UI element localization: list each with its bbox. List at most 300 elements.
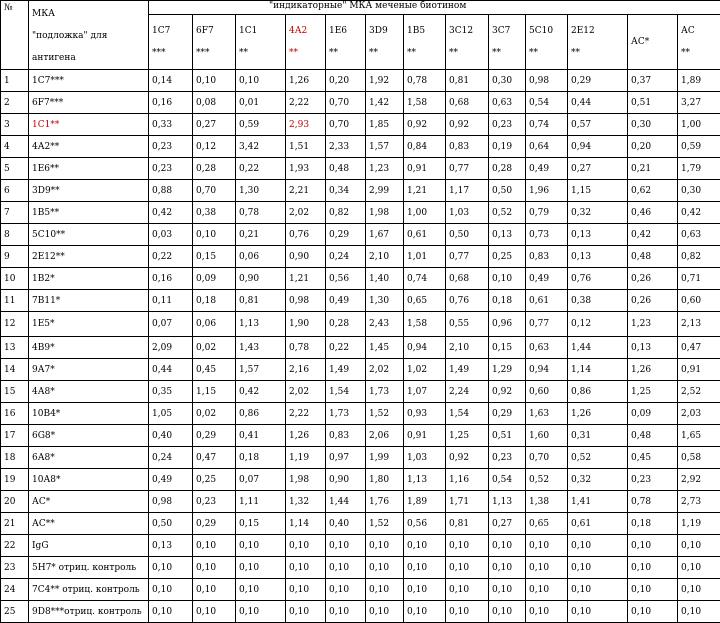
row-label: 7С4** отриц. контроль — [29, 579, 149, 601]
cell-value: 1,15 — [193, 381, 236, 403]
column-header — [489, 15, 526, 70]
cell-value: 1,44 — [568, 337, 628, 359]
cell-value: 0,12 — [193, 136, 236, 158]
column-header-mark: ** — [529, 42, 564, 64]
cell-value: 0,42 — [678, 202, 720, 224]
row-number: 19 — [1, 469, 29, 491]
cell-value: 0,37 — [628, 70, 678, 92]
row-label: 1С1** — [29, 114, 149, 136]
cell-value: 0,92 — [446, 447, 489, 469]
cell-value: 0,29 — [489, 403, 526, 425]
cell-value: 0,59 — [678, 136, 720, 158]
cell-value: 3,27 — [678, 92, 720, 114]
table-row — [1, 180, 720, 202]
row-number: 22 — [1, 535, 29, 557]
column-header-name: 1С1 — [239, 20, 282, 42]
row-label: 1С7*** — [29, 70, 149, 92]
cell-value: 0,10 — [366, 535, 404, 557]
cell-value: 0,10 — [193, 70, 236, 92]
cell-value: 0,42 — [236, 381, 286, 403]
cell-value: 2,22 — [286, 92, 326, 114]
table-row — [1, 92, 720, 114]
cell-value: 0,26 — [628, 290, 678, 312]
cell-value: 0,21 — [236, 224, 286, 246]
column-header-name: 3С12 — [449, 20, 485, 42]
cell-value: 0,96 — [489, 312, 526, 337]
cell-value: 0,40 — [149, 425, 193, 447]
column-header-mark: ** — [239, 42, 282, 64]
cell-value: 0,11 — [149, 290, 193, 312]
column-header-name: 3С7 — [492, 20, 522, 42]
cell-value: 0,10 — [446, 601, 489, 623]
cell-value: 1,00 — [404, 202, 446, 224]
cell-value: 1,41 — [568, 491, 628, 513]
table-row — [1, 202, 720, 224]
table-row — [1, 268, 720, 290]
cell-value: 0,59 — [236, 114, 286, 136]
cell-value: 0,29 — [326, 224, 366, 246]
cell-value: 1,03 — [404, 447, 446, 469]
cell-value: 1,54 — [326, 381, 366, 403]
row-number: 16 — [1, 403, 29, 425]
cell-value: 0,20 — [628, 136, 678, 158]
row-label: 1Е6** — [29, 158, 149, 180]
cell-value: 0,82 — [678, 246, 720, 268]
cell-value: 0,86 — [568, 381, 628, 403]
column-header-mark: ** — [407, 42, 442, 64]
row-label: 9D8***отриц. контроль — [29, 601, 149, 623]
cell-value: 0,98 — [526, 70, 568, 92]
cell-value: 0,32 — [568, 469, 628, 491]
column-header — [526, 15, 568, 70]
cell-value: 0,33 — [149, 114, 193, 136]
cell-value: 0,70 — [326, 114, 366, 136]
table-row — [1, 381, 720, 403]
cell-value: 1,25 — [628, 381, 678, 403]
cell-value: 2,43 — [366, 312, 404, 337]
cell-value: 0,91 — [678, 359, 720, 381]
cell-value: 0,10 — [489, 557, 526, 579]
row-label: 1В5** — [29, 202, 149, 224]
cell-value: 0,28 — [193, 158, 236, 180]
cell-value: 0,25 — [193, 469, 236, 491]
cell-value: 0,94 — [568, 136, 628, 158]
row-label: 5С10** — [29, 224, 149, 246]
table-row — [1, 158, 720, 180]
cell-value: 2,06 — [366, 425, 404, 447]
cell-value: 0,74 — [526, 114, 568, 136]
cell-value: 0,78 — [286, 337, 326, 359]
cell-value: 0,10 — [404, 601, 446, 623]
cell-value: 0,49 — [326, 290, 366, 312]
cell-value: 0,22 — [149, 246, 193, 268]
cell-value: 1,49 — [446, 359, 489, 381]
row-number: 4 — [1, 136, 29, 158]
row-label: 3D9** — [29, 180, 149, 202]
cell-value: 1,45 — [366, 337, 404, 359]
row-label: 7В11* — [29, 290, 149, 312]
cell-value: 0,10 — [628, 601, 678, 623]
header-indicator-title: "индикаторные" МКА меченые биотином — [149, 1, 720, 15]
cell-value: 0,10 — [366, 579, 404, 601]
cell-value: 1,60 — [526, 425, 568, 447]
cell-value: 0,01 — [236, 92, 286, 114]
cell-value: 0,22 — [326, 337, 366, 359]
row-number: 8 — [1, 224, 29, 246]
cell-value: 0,94 — [526, 359, 568, 381]
row-label: 4А2** — [29, 136, 149, 158]
cell-value: 1,85 — [366, 114, 404, 136]
table-row — [1, 290, 720, 312]
cell-value: 1,19 — [286, 447, 326, 469]
cell-value: 1,14 — [568, 359, 628, 381]
cell-value: 0,10 — [193, 557, 236, 579]
cell-value: 1,65 — [678, 425, 720, 447]
cell-value: 0,10 — [628, 535, 678, 557]
cell-value: 1,00 — [678, 114, 720, 136]
cell-value: 1,43 — [236, 337, 286, 359]
cell-value: 0,32 — [568, 202, 628, 224]
cell-value: 0,30 — [628, 114, 678, 136]
cell-value: 0,90 — [326, 469, 366, 491]
cell-value: 0,09 — [628, 403, 678, 425]
cell-value: 0,61 — [568, 513, 628, 535]
cell-value: 0,10 — [404, 557, 446, 579]
cell-value: 0,29 — [568, 70, 628, 92]
column-header-mark: ** — [289, 42, 322, 64]
cell-value: 0,61 — [404, 224, 446, 246]
row-label: 4А8* — [29, 381, 149, 403]
cell-value: 0,23 — [149, 136, 193, 158]
cell-value: 2,13 — [678, 312, 720, 337]
table-row — [1, 246, 720, 268]
cell-value: 0,18 — [489, 290, 526, 312]
cell-value: 0,77 — [446, 158, 489, 180]
cell-value: 0,31 — [568, 425, 628, 447]
cell-value: 0,83 — [446, 136, 489, 158]
cell-value: 1,96 — [526, 180, 568, 202]
cell-value: 0,56 — [326, 268, 366, 290]
cell-value: 0,47 — [678, 337, 720, 359]
cell-value: 1,89 — [404, 491, 446, 513]
table-row — [1, 447, 720, 469]
cell-value: 0,65 — [526, 513, 568, 535]
cell-value: 2,33 — [326, 136, 366, 158]
column-header-name: 6F7 — [196, 20, 232, 42]
row-label: 2Е12** — [29, 246, 149, 268]
row-number: 14 — [1, 359, 29, 381]
cell-value: 0,51 — [489, 425, 526, 447]
cell-value: 0,48 — [326, 158, 366, 180]
cell-value: 0,78 — [236, 202, 286, 224]
row-number: 17 — [1, 425, 29, 447]
cell-value: 0,10 — [236, 535, 286, 557]
table-row — [1, 601, 720, 623]
cell-value: 0,78 — [628, 491, 678, 513]
row-label: 1Е5* — [29, 312, 149, 337]
cell-value: 1,67 — [366, 224, 404, 246]
cell-value: 0,28 — [326, 312, 366, 337]
cell-value: 0,48 — [628, 425, 678, 447]
header-mka-sub2: антигена — [32, 47, 145, 69]
cell-value: 0,35 — [149, 381, 193, 403]
column-header — [149, 15, 193, 70]
cell-value: 0,29 — [193, 425, 236, 447]
cell-value: 0,98 — [286, 290, 326, 312]
cell-value: 1,13 — [236, 312, 286, 337]
cell-value: 1,13 — [404, 469, 446, 491]
cell-value: 0,10 — [489, 579, 526, 601]
row-label: 4В9* — [29, 337, 149, 359]
cell-value: 0,34 — [326, 180, 366, 202]
cell-value: 1,07 — [404, 381, 446, 403]
cell-value: 0,23 — [149, 158, 193, 180]
cell-value: 0,40 — [326, 513, 366, 535]
cell-value: 1,26 — [286, 425, 326, 447]
cell-value: 0,84 — [404, 136, 446, 158]
cell-value: 0,71 — [678, 268, 720, 290]
cell-value: 0,13 — [489, 224, 526, 246]
cell-value: 1,01 — [404, 246, 446, 268]
row-number: 20 — [1, 491, 29, 513]
cell-value: 0,10 — [628, 557, 678, 579]
row-label: IgG — [29, 535, 149, 557]
cell-value: 0,47 — [193, 447, 236, 469]
cell-value: 0,10 — [149, 579, 193, 601]
cell-value: 0,60 — [526, 381, 568, 403]
cell-value: 0,10 — [236, 70, 286, 92]
cell-value: 1,05 — [149, 403, 193, 425]
cell-value: 1,29 — [489, 359, 526, 381]
cell-value: 0,18 — [236, 447, 286, 469]
row-label: 1В2* — [29, 268, 149, 290]
row-number: 6 — [1, 180, 29, 202]
cell-value: 0,10 — [568, 579, 628, 601]
cell-value: 1,26 — [568, 403, 628, 425]
cell-value: 2,09 — [149, 337, 193, 359]
cell-value: 0,88 — [149, 180, 193, 202]
cell-value: 1,23 — [366, 158, 404, 180]
cell-value: 0,83 — [526, 246, 568, 268]
cell-value: 0,15 — [236, 513, 286, 535]
cell-value: 0,10 — [286, 535, 326, 557]
cell-value: 0,10 — [678, 557, 720, 579]
cell-value: 0,13 — [568, 224, 628, 246]
cell-value: 0,30 — [678, 180, 720, 202]
cell-value: 0,52 — [568, 447, 628, 469]
row-number: 15 — [1, 381, 29, 403]
cell-value: 0,91 — [404, 425, 446, 447]
cell-value: 0,63 — [678, 224, 720, 246]
cell-value: 0,50 — [489, 180, 526, 202]
column-header-name: 3D9 — [369, 20, 400, 42]
column-header — [628, 15, 678, 70]
table-row — [1, 337, 720, 359]
cell-value: 3,42 — [236, 136, 286, 158]
table-row — [1, 491, 720, 513]
cell-value: 1,99 — [366, 447, 404, 469]
cell-value: 0,48 — [628, 246, 678, 268]
cell-value: 1,30 — [366, 290, 404, 312]
cell-value: 2,24 — [446, 381, 489, 403]
cell-value: 1,63 — [526, 403, 568, 425]
cell-value: 1,40 — [366, 268, 404, 290]
cell-value: 0,15 — [489, 337, 526, 359]
row-label: 6G8* — [29, 425, 149, 447]
column-header-mark: *** — [196, 42, 232, 64]
cell-value: 0,65 — [404, 290, 446, 312]
cell-value: 0,60 — [678, 290, 720, 312]
cell-value: 2,03 — [678, 403, 720, 425]
cell-value: 0,10 — [236, 579, 286, 601]
cell-value: 0,06 — [193, 312, 236, 337]
cell-value: 1,19 — [678, 513, 720, 535]
cell-value: 1,16 — [446, 469, 489, 491]
cell-value: 0,23 — [628, 469, 678, 491]
cell-value: 0,57 — [568, 114, 628, 136]
row-number: 18 — [1, 447, 29, 469]
cell-value: 0,18 — [193, 290, 236, 312]
cell-value: 0,10 — [568, 601, 628, 623]
cell-value: 0,10 — [193, 601, 236, 623]
cell-value: 1,42 — [366, 92, 404, 114]
table-row — [1, 535, 720, 557]
cell-value: 1,98 — [286, 469, 326, 491]
cell-value: 0,51 — [628, 92, 678, 114]
cell-value: 0,81 — [446, 70, 489, 92]
row-label: 9А7* — [29, 359, 149, 381]
cell-value: 1,92 — [366, 70, 404, 92]
cell-value: 0,49 — [149, 469, 193, 491]
row-number: 23 — [1, 557, 29, 579]
column-header-mark: ** — [369, 42, 400, 64]
row-label: 10В4* — [29, 403, 149, 425]
column-header — [678, 15, 720, 70]
cell-value: 0,23 — [193, 491, 236, 513]
cell-value: 0,10 — [286, 579, 326, 601]
cell-value: 1,03 — [446, 202, 489, 224]
cell-value: 0,10 — [326, 535, 366, 557]
cell-value: 0,10 — [193, 579, 236, 601]
cell-value: 1,76 — [366, 491, 404, 513]
cell-value: 2,21 — [286, 180, 326, 202]
cell-value: 0,26 — [628, 268, 678, 290]
cell-value: 0,77 — [446, 246, 489, 268]
column-header-mark: ** — [492, 42, 522, 64]
cell-value: 1,11 — [236, 491, 286, 513]
cell-value: 0,10 — [326, 579, 366, 601]
table-row — [1, 403, 720, 425]
cell-value: 0,12 — [568, 312, 628, 337]
cell-value: 0,10 — [526, 579, 568, 601]
cell-value: 0,74 — [404, 268, 446, 290]
cell-value: 0,22 — [236, 158, 286, 180]
row-number: 12 — [1, 312, 29, 337]
cell-value: 0,42 — [628, 224, 678, 246]
cell-value: 0,16 — [149, 268, 193, 290]
table-row — [1, 359, 720, 381]
cell-value: 0,10 — [628, 579, 678, 601]
cell-value: 0,78 — [404, 70, 446, 92]
cell-value: 1,32 — [286, 491, 326, 513]
cell-value: 0,92 — [404, 114, 446, 136]
cell-value: 0,70 — [193, 180, 236, 202]
column-header-mark: ** — [449, 42, 485, 64]
cell-value: 0,07 — [149, 312, 193, 337]
cell-value: 2,10 — [366, 246, 404, 268]
cell-value: 0,10 — [236, 601, 286, 623]
cell-value: 0,27 — [489, 513, 526, 535]
column-header-name: 2Е12 — [571, 20, 624, 42]
cell-value: 0,44 — [568, 92, 628, 114]
cell-value: 1,58 — [404, 312, 446, 337]
cell-value: 0,24 — [149, 447, 193, 469]
row-number: 5 — [1, 158, 29, 180]
cell-value: 0,61 — [526, 290, 568, 312]
cell-value: 2,99 — [366, 180, 404, 202]
column-header-name: 1В5 — [407, 20, 442, 42]
row-label: 10А8* — [29, 469, 149, 491]
cell-value: 1,52 — [366, 403, 404, 425]
cell-value: 0,44 — [149, 359, 193, 381]
cell-value: 0,41 — [236, 425, 286, 447]
cell-value: 1,21 — [404, 180, 446, 202]
table-row — [1, 425, 720, 447]
cell-value: 2,02 — [366, 359, 404, 381]
cell-value: 1,54 — [446, 403, 489, 425]
cell-value: 0,10 — [149, 601, 193, 623]
cell-value: 0,42 — [149, 202, 193, 224]
cell-value: 0,21 — [628, 158, 678, 180]
cell-value: 2,93 — [286, 114, 326, 136]
row-label: АС** — [29, 513, 149, 535]
cell-value: 1,49 — [326, 359, 366, 381]
cell-value: 1,02 — [404, 359, 446, 381]
cell-value: 0,13 — [628, 337, 678, 359]
cell-value: 0,10 — [404, 535, 446, 557]
cell-value: 1,57 — [236, 359, 286, 381]
cell-value: 0,10 — [526, 535, 568, 557]
cell-value: 0,56 — [404, 513, 446, 535]
cell-value: 0,10 — [286, 557, 326, 579]
header-number: № — [1, 1, 29, 70]
cell-value: 0,30 — [489, 70, 526, 92]
cell-value: 0,45 — [628, 447, 678, 469]
row-number: 25 — [1, 601, 29, 623]
cell-value: 0,10 — [286, 601, 326, 623]
cell-value: 1,21 — [286, 268, 326, 290]
cell-value: 0,10 — [149, 557, 193, 579]
cell-value: 0,70 — [326, 92, 366, 114]
table-row — [1, 70, 720, 92]
table-row — [1, 136, 720, 158]
cell-value: 0,13 — [568, 246, 628, 268]
cell-value: 0,52 — [489, 202, 526, 224]
cell-value: 0,10 — [489, 268, 526, 290]
cell-value: 0,10 — [446, 535, 489, 557]
cell-value: 0,15 — [193, 246, 236, 268]
cell-value: 1,26 — [286, 70, 326, 92]
table-row — [1, 513, 720, 535]
cell-value: 0,46 — [628, 202, 678, 224]
cell-value: 1,38 — [526, 491, 568, 513]
cell-value: 0,49 — [526, 268, 568, 290]
cell-value: 0,55 — [446, 312, 489, 337]
cell-value: 0,50 — [446, 224, 489, 246]
cell-value: 0,10 — [236, 557, 286, 579]
cell-value: 1,25 — [446, 425, 489, 447]
table-row — [1, 224, 720, 246]
